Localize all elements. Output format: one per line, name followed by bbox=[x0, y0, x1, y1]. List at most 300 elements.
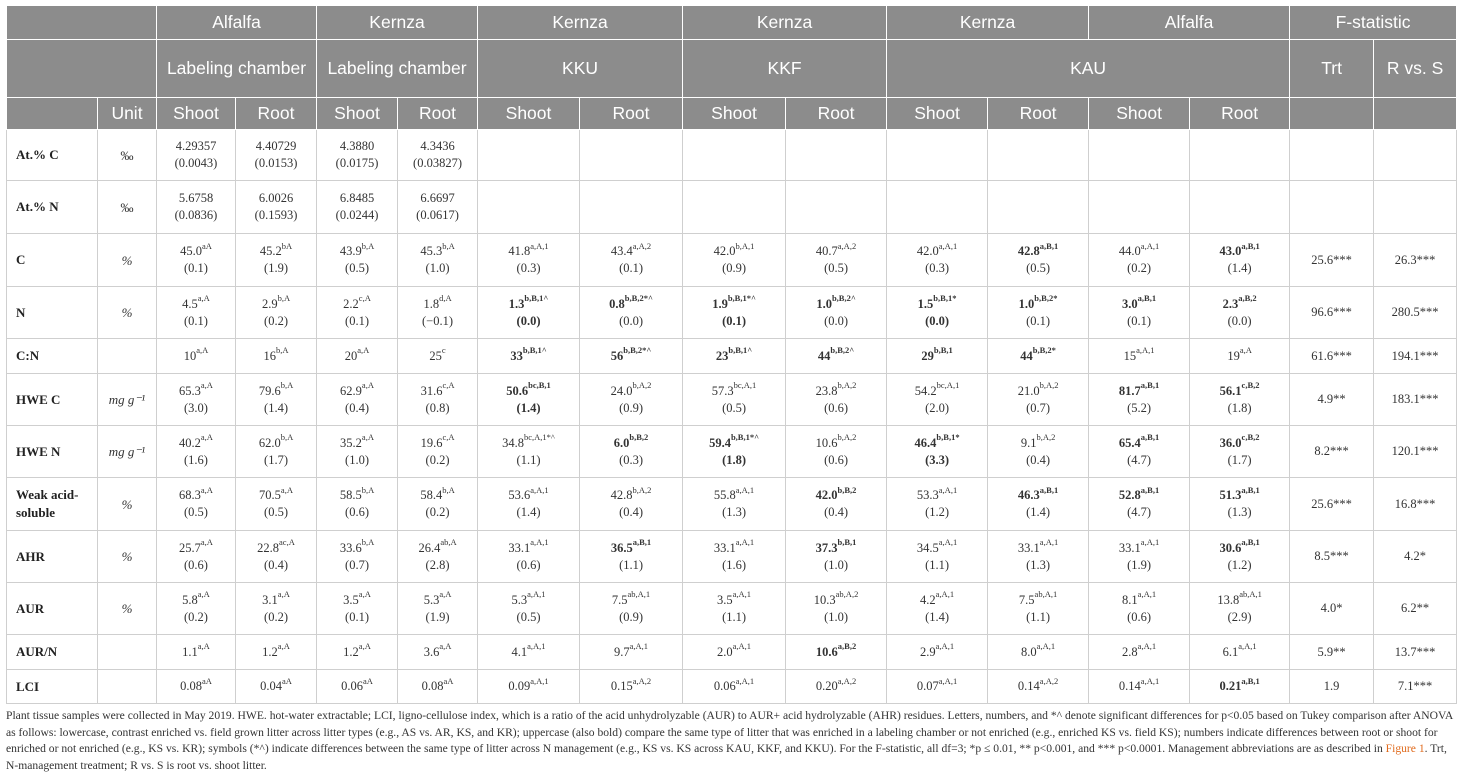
cell-value-line bbox=[1190, 675, 1289, 695]
cell-value: 34.5 bbox=[916, 540, 939, 555]
significance-letters: a,A,1 bbox=[530, 484, 549, 495]
significance-letters: a,B,1 bbox=[1140, 380, 1160, 391]
cell-value: 68.3 bbox=[179, 488, 201, 502]
cell-value-line bbox=[478, 380, 579, 400]
table-cell bbox=[988, 635, 1089, 670]
cell-value: 8.0 bbox=[1021, 644, 1037, 659]
cell-value: 4.1 bbox=[511, 644, 528, 659]
cell-value: 8.1 bbox=[1122, 592, 1138, 607]
significance-letters: a,A bbox=[357, 345, 370, 356]
table-cell bbox=[398, 287, 478, 339]
significance-letters: c bbox=[441, 345, 446, 356]
table-cell bbox=[786, 181, 887, 234]
significance-letters: b,A,2 bbox=[632, 484, 652, 495]
table-cell bbox=[683, 234, 786, 287]
table-cell bbox=[1290, 181, 1374, 234]
standard-error: (0.2) bbox=[264, 609, 288, 624]
cell-value: 1.8 bbox=[423, 296, 440, 311]
table-cell bbox=[398, 130, 478, 181]
table-cell bbox=[580, 181, 683, 234]
cell-value: 0.09 bbox=[508, 679, 531, 693]
cell-value-line bbox=[1190, 380, 1289, 400]
significance-letters: b,A bbox=[361, 484, 375, 495]
table-cell bbox=[580, 426, 683, 478]
cell-value: 19 bbox=[1227, 348, 1240, 363]
significance-letters: a,A,1 bbox=[1039, 537, 1059, 548]
significance-letters: b,B,2*^ bbox=[624, 293, 653, 304]
standard-error: (1.4) bbox=[516, 505, 541, 519]
cell-value-line bbox=[157, 240, 235, 260]
standard-error: (0.4) bbox=[1026, 452, 1051, 467]
cell-value-line bbox=[1190, 641, 1289, 661]
standard-error: (1.0) bbox=[824, 609, 849, 624]
table-row bbox=[7, 234, 1457, 287]
table-cell bbox=[157, 478, 236, 531]
significance-letters: b,B,2* bbox=[1034, 293, 1058, 304]
cell-value: 8.2*** bbox=[1314, 444, 1349, 458]
table-cell bbox=[683, 181, 786, 234]
cell-value: 2.2 bbox=[343, 296, 359, 311]
standard-error: (1.6) bbox=[184, 452, 208, 467]
row-label: C:N bbox=[7, 339, 98, 374]
cell-value: 10 bbox=[183, 348, 197, 363]
cell-value-line bbox=[478, 240, 579, 260]
cell-value: 0.06 bbox=[341, 679, 363, 693]
standard-error: (1.2) bbox=[1227, 557, 1252, 572]
column-header: Unit bbox=[98, 98, 157, 130]
cell-value: 2.9 bbox=[261, 296, 278, 311]
standard-error: (0.4) bbox=[824, 505, 849, 519]
table-cell bbox=[887, 130, 988, 181]
significance-letters: a,A bbox=[280, 484, 293, 495]
standard-error: (0.7) bbox=[345, 557, 369, 572]
table-cell bbox=[580, 670, 683, 704]
cell-value: 4.2 bbox=[920, 592, 936, 607]
cell-value-line bbox=[988, 380, 1088, 400]
standard-error: (0.0244) bbox=[335, 208, 379, 222]
significance-letters: a,A,1 bbox=[530, 537, 549, 548]
standard-error: (0.5) bbox=[824, 261, 849, 275]
significance-letters: b,A,2 bbox=[1039, 380, 1059, 391]
standard-error: (4.7) bbox=[1127, 452, 1152, 467]
table-cell bbox=[1190, 287, 1290, 339]
table-cell bbox=[157, 531, 236, 583]
column-header: Shoot bbox=[683, 98, 786, 130]
cell-value-line bbox=[1190, 240, 1289, 260]
cell-value: 4.40729 bbox=[255, 139, 297, 153]
standard-error: (0.0153) bbox=[254, 156, 298, 170]
table-cell bbox=[1374, 478, 1457, 531]
table-cell bbox=[236, 531, 317, 583]
cell-value: 0.21 bbox=[1219, 679, 1242, 693]
row-label: Weak acid-soluble bbox=[7, 478, 98, 531]
cell-value-line bbox=[157, 432, 235, 452]
significance-letters: a,A,1 bbox=[732, 589, 752, 600]
table-cell bbox=[1290, 583, 1374, 635]
table-cell bbox=[887, 426, 988, 478]
table-cell bbox=[887, 478, 988, 531]
table-cell bbox=[988, 234, 1089, 287]
table-cell bbox=[398, 670, 478, 704]
cell-value: 5.9** bbox=[1317, 644, 1346, 659]
significance-letters: a,A,1 bbox=[1036, 641, 1056, 652]
column-header: Root bbox=[1190, 98, 1290, 130]
cell-value-line bbox=[683, 537, 785, 557]
unit-cell: mg g⁻¹ bbox=[98, 374, 157, 426]
table-cell bbox=[887, 181, 988, 234]
cell-value: 43.4 bbox=[610, 244, 633, 258]
table-cell bbox=[1374, 531, 1457, 583]
table-cell bbox=[317, 287, 398, 339]
table-cell bbox=[1190, 583, 1290, 635]
standard-error: (0.8) bbox=[425, 400, 450, 415]
cell-value-line bbox=[887, 345, 987, 365]
standard-error: (1.2) bbox=[925, 505, 950, 519]
standard-error: (1.4) bbox=[1227, 261, 1252, 275]
table-cell bbox=[157, 426, 236, 478]
significance-letters: a,A bbox=[277, 641, 290, 652]
cell-value-line bbox=[887, 293, 987, 313]
cell-value: 6.0 bbox=[613, 435, 630, 450]
column-header: Root bbox=[398, 98, 478, 130]
cell-value-line bbox=[478, 675, 579, 695]
cell-value-line bbox=[786, 641, 886, 661]
significance-letters: a,A,1 bbox=[1137, 641, 1157, 652]
standard-error: (1.0) bbox=[425, 261, 450, 275]
standard-error: (1.1) bbox=[516, 452, 541, 467]
table-cell bbox=[317, 130, 398, 181]
table-cell bbox=[157, 181, 236, 234]
table-cell bbox=[398, 478, 478, 531]
unit-cell: ‰ bbox=[98, 181, 157, 234]
table-cell bbox=[1089, 234, 1190, 287]
row-label: LCI bbox=[7, 670, 98, 704]
table-cell bbox=[1374, 426, 1457, 478]
standard-error: (1.4) bbox=[925, 609, 950, 624]
cell-value: 23.8 bbox=[815, 383, 838, 398]
cell-value-line bbox=[157, 345, 235, 365]
unit-cell: % bbox=[98, 531, 157, 583]
table-cell bbox=[988, 531, 1089, 583]
cell-value-line bbox=[317, 190, 397, 207]
cell-value: 9.1 bbox=[1020, 435, 1037, 450]
cell-value-line bbox=[236, 138, 316, 155]
table-cell bbox=[1374, 181, 1457, 234]
table-cell bbox=[786, 531, 887, 583]
table-cell bbox=[1290, 478, 1374, 531]
significance-letters: b,B,1^ bbox=[522, 345, 547, 356]
cell-value-line bbox=[1190, 432, 1289, 452]
cell-value-line bbox=[683, 589, 785, 609]
cell-value: 35.2 bbox=[340, 435, 362, 450]
cell-value-line bbox=[1374, 496, 1456, 513]
significance-letters: b,B,2^ bbox=[830, 345, 855, 356]
cell-value-line bbox=[236, 537, 316, 557]
table-row bbox=[7, 287, 1457, 339]
table-cell bbox=[786, 234, 887, 287]
cell-value: 5.3 bbox=[511, 592, 528, 607]
cell-value-line bbox=[887, 641, 987, 661]
standard-error: (0.1) bbox=[345, 313, 369, 328]
cell-value-line bbox=[580, 589, 682, 609]
cell-value: 0.15 bbox=[610, 679, 633, 693]
cell-value: 29 bbox=[921, 348, 934, 363]
cell-value: 6.0026 bbox=[258, 191, 294, 205]
cell-value: 5.8 bbox=[182, 592, 198, 607]
cell-value: 194.1*** bbox=[1391, 348, 1439, 363]
table-cell bbox=[317, 426, 398, 478]
significance-letters: b,A,2 bbox=[632, 380, 652, 391]
cell-value-line bbox=[317, 380, 397, 400]
table-cell bbox=[157, 287, 236, 339]
standard-error: (1.8) bbox=[722, 452, 747, 467]
cell-value-line bbox=[157, 589, 235, 609]
cell-value-line bbox=[236, 240, 316, 260]
cell-value: 21.0 bbox=[1017, 383, 1040, 398]
significance-letters: a,A,2 bbox=[837, 675, 857, 686]
cell-value: 54.2 bbox=[914, 383, 937, 398]
cell-value-line bbox=[157, 537, 235, 557]
significance-letters: b,B,1^ bbox=[728, 345, 753, 356]
table-cell bbox=[1290, 234, 1374, 287]
standard-error: (0.2) bbox=[264, 313, 288, 328]
table-container bbox=[6, 5, 1456, 704]
cell-value-line bbox=[398, 293, 477, 313]
significance-letters: a,A,1 bbox=[1140, 675, 1160, 686]
table-cell bbox=[988, 583, 1089, 635]
table-cell bbox=[683, 531, 786, 583]
table-cell bbox=[236, 339, 317, 374]
table-cell bbox=[1290, 426, 1374, 478]
cell-value-line bbox=[786, 675, 886, 695]
significance-letters: a,A bbox=[361, 380, 374, 391]
cell-value-line bbox=[1290, 304, 1373, 321]
standard-error: (0.6) bbox=[345, 505, 369, 519]
significance-letters: a,B,1 bbox=[1039, 484, 1059, 495]
cell-value: 1.3 bbox=[508, 296, 525, 311]
cell-value: 13.7*** bbox=[1394, 644, 1436, 659]
cell-value-line bbox=[1290, 644, 1373, 661]
table-cell bbox=[236, 287, 317, 339]
cell-value: 0.8 bbox=[609, 296, 625, 311]
standard-error: (0.3) bbox=[516, 261, 541, 275]
cell-value-line bbox=[157, 138, 235, 155]
standard-error: (0.1) bbox=[184, 313, 208, 328]
standard-error: (1.0) bbox=[824, 557, 849, 572]
standard-error: (0.0) bbox=[1227, 313, 1252, 328]
standard-error: (0.5) bbox=[345, 261, 369, 275]
cell-value-line bbox=[398, 675, 477, 695]
significance-letters: b,A bbox=[276, 345, 289, 356]
cell-value-line bbox=[683, 380, 785, 400]
footnote-text: Plant tissue samples were collected in May 2019. HWE. hot-water extractable; LCI, ligno-cellulose index, which is a ratio of the acid unhydrolyzable (AUR) to AUR+ acid hydrolyzable (AHR) residues. Letters, numbers, and *^ denote significant differences for p<0.05 based on Tukey comparison after ANOVA as follows: lowercase, contrast enriched vs. field grown litter across litter types (e.g., AS vs. AR, KS, and KR); uppercase (also bold) compare the same type of litter that was enriched in a labeling chamber or not enriched (e.g., enriched KS vs. field KS); numbers indicate differences between root or shoot for enriched or not enriched (e.g., KS vs. KR); symbols (*^) indicate differences between the same type of litter across N management (e.g., KS vs. KS across KAU, KKF, and KKU). For the F-statistic, all df=3; *p ≤ 0.01, ** p<0.001, and *** p<0.0001. Management abbreviations are as described in bbox=[6, 709, 1453, 755]
cell-value-line bbox=[988, 484, 1088, 504]
cell-value-line bbox=[317, 345, 397, 365]
significance-letters: a,B,1 bbox=[1241, 675, 1260, 686]
cell-value-line bbox=[988, 240, 1088, 260]
significance-letters: a,A,2 bbox=[632, 240, 652, 251]
cell-value-line bbox=[1290, 678, 1373, 695]
significance-letters: a,A,1 bbox=[1238, 641, 1257, 652]
significance-letters: aA bbox=[362, 675, 373, 686]
table-cell bbox=[1089, 478, 1190, 531]
cell-value-line bbox=[1290, 496, 1373, 513]
table-cell bbox=[580, 478, 683, 531]
standard-error: (0.03827) bbox=[413, 156, 462, 170]
standard-error: (0.1) bbox=[1127, 313, 1152, 328]
standard-error: (0.5) bbox=[722, 400, 747, 415]
cell-value: 7.5 bbox=[611, 592, 628, 607]
cell-value-line bbox=[398, 537, 477, 557]
cell-value: 55.8 bbox=[713, 488, 736, 502]
table-cell bbox=[988, 478, 1089, 531]
cell-value-line bbox=[478, 293, 579, 313]
significance-letters: b,B,2*^ bbox=[623, 345, 652, 356]
cell-value-line bbox=[580, 675, 682, 695]
column-header: Shoot bbox=[478, 98, 580, 130]
table-cell bbox=[988, 181, 1089, 234]
column-header bbox=[7, 98, 98, 130]
standard-error: (1.3) bbox=[1026, 557, 1051, 572]
standard-error: (0.0043) bbox=[174, 156, 218, 170]
cell-value: 2.0 bbox=[717, 644, 733, 659]
table-cell bbox=[1190, 670, 1290, 704]
cell-value-line bbox=[157, 641, 235, 661]
standard-error: (5.2) bbox=[1127, 400, 1152, 415]
table-cell bbox=[236, 670, 317, 704]
significance-letters: a,B,1 bbox=[1241, 484, 1260, 495]
significance-letters: a,B,2 bbox=[1238, 293, 1257, 304]
cell-value: 0.08 bbox=[180, 679, 202, 693]
table-cell bbox=[786, 374, 887, 426]
table-cell bbox=[887, 670, 988, 704]
cell-value: 36.0 bbox=[1219, 435, 1242, 450]
column-header: Shoot bbox=[157, 98, 236, 130]
significance-letters: a,A bbox=[197, 589, 210, 600]
cell-value: 51.3 bbox=[1219, 488, 1242, 502]
column-group-header: Alfalfa bbox=[157, 6, 317, 40]
cell-value: 40.2 bbox=[179, 435, 201, 450]
table-row bbox=[7, 635, 1457, 670]
table-cell bbox=[1290, 670, 1374, 704]
cell-value: 61.6*** bbox=[1311, 348, 1352, 363]
standard-error: (0.3) bbox=[925, 261, 950, 275]
standard-error: (1.9) bbox=[1127, 557, 1152, 572]
standard-error: (0.0) bbox=[824, 313, 849, 328]
table-cell bbox=[887, 287, 988, 339]
cell-value-line bbox=[887, 380, 987, 400]
significance-letters: bc,A,1*^ bbox=[524, 432, 555, 443]
table-cell bbox=[988, 374, 1089, 426]
cell-value: 43.9 bbox=[339, 244, 362, 258]
cell-value-line bbox=[988, 345, 1088, 365]
standard-error: (0.0) bbox=[516, 313, 541, 328]
table-cell bbox=[988, 339, 1089, 374]
figure-link[interactable]: Figure 1 bbox=[1385, 742, 1425, 755]
cell-value-line bbox=[1089, 380, 1189, 400]
cell-value: 42.0 bbox=[815, 488, 838, 502]
table-cell bbox=[157, 374, 236, 426]
cell-value: 1.9 bbox=[712, 296, 728, 311]
table-cell bbox=[236, 234, 317, 287]
cell-value-line bbox=[317, 240, 397, 260]
standard-error: (0.0) bbox=[619, 313, 644, 328]
cell-value: 3.5 bbox=[717, 592, 733, 607]
significance-letters: b,A bbox=[361, 240, 375, 251]
standard-error: (0.1) bbox=[722, 313, 747, 328]
cell-value: 37.3 bbox=[815, 540, 838, 555]
column-group-header bbox=[7, 40, 157, 98]
cell-value: 70.5 bbox=[259, 488, 281, 502]
table-cell bbox=[683, 635, 786, 670]
table-cell bbox=[1089, 670, 1190, 704]
cell-value: 20 bbox=[344, 348, 358, 363]
table-cell bbox=[236, 130, 317, 181]
table-cell bbox=[1374, 635, 1457, 670]
cell-value-line bbox=[887, 537, 987, 557]
cell-value: 24.0 bbox=[610, 383, 633, 398]
cell-value-line bbox=[1374, 600, 1456, 617]
significance-letters: a,A,1 bbox=[938, 537, 958, 548]
significance-letters: b,B,1 bbox=[933, 345, 953, 356]
table-cell bbox=[398, 234, 478, 287]
cell-value: 8.5*** bbox=[1314, 549, 1349, 563]
cell-value-line bbox=[1290, 548, 1373, 565]
cell-value-line bbox=[786, 432, 886, 452]
significance-letters: a,A,1 bbox=[938, 484, 958, 495]
cell-value: 6.2** bbox=[1401, 601, 1430, 615]
cell-value-line bbox=[1290, 443, 1373, 460]
row-label: C bbox=[7, 234, 98, 287]
cell-value: 2.3 bbox=[1222, 296, 1239, 311]
significance-letters: b,B,1* bbox=[933, 293, 957, 304]
cell-value-line bbox=[683, 484, 785, 504]
cell-value: 42.0 bbox=[713, 244, 736, 258]
cell-value-line bbox=[478, 345, 579, 365]
significance-letters: c,A bbox=[442, 380, 455, 391]
table-cell bbox=[1190, 531, 1290, 583]
standard-error: (1.7) bbox=[264, 452, 288, 467]
significance-letters: a,A bbox=[197, 641, 210, 652]
significance-letters: ab,A,1 bbox=[1034, 589, 1058, 600]
cell-value: 33.6 bbox=[339, 540, 362, 555]
significance-letters: b,B,2* bbox=[1032, 345, 1056, 356]
cell-value-line bbox=[1089, 484, 1189, 504]
table-cell bbox=[580, 583, 683, 635]
significance-letters: a,A bbox=[200, 537, 213, 548]
significance-letters: a,A bbox=[361, 432, 374, 443]
unit-cell: % bbox=[98, 478, 157, 531]
cell-value: 42.0 bbox=[916, 244, 939, 258]
header-row bbox=[7, 40, 1457, 98]
cell-value: 0.08 bbox=[421, 679, 444, 693]
standard-error: (1.9) bbox=[425, 609, 450, 624]
significance-letters: a,A,1 bbox=[735, 537, 755, 548]
table-cell bbox=[1089, 339, 1190, 374]
cell-value-line bbox=[398, 380, 477, 400]
cell-value-line bbox=[478, 432, 579, 452]
standard-error: (0.6) bbox=[824, 452, 849, 467]
cell-value-line bbox=[580, 537, 682, 557]
cell-value: 4.9** bbox=[1317, 392, 1346, 406]
standard-error: (2.0) bbox=[925, 400, 950, 415]
cell-value-line bbox=[1374, 348, 1456, 365]
standard-error: (0.5) bbox=[516, 609, 541, 624]
cell-value-line bbox=[887, 240, 987, 260]
cell-value: 1.9 bbox=[1323, 679, 1340, 693]
significance-letters: b,B,1* bbox=[936, 432, 960, 443]
cell-value: 3.1 bbox=[262, 592, 278, 607]
